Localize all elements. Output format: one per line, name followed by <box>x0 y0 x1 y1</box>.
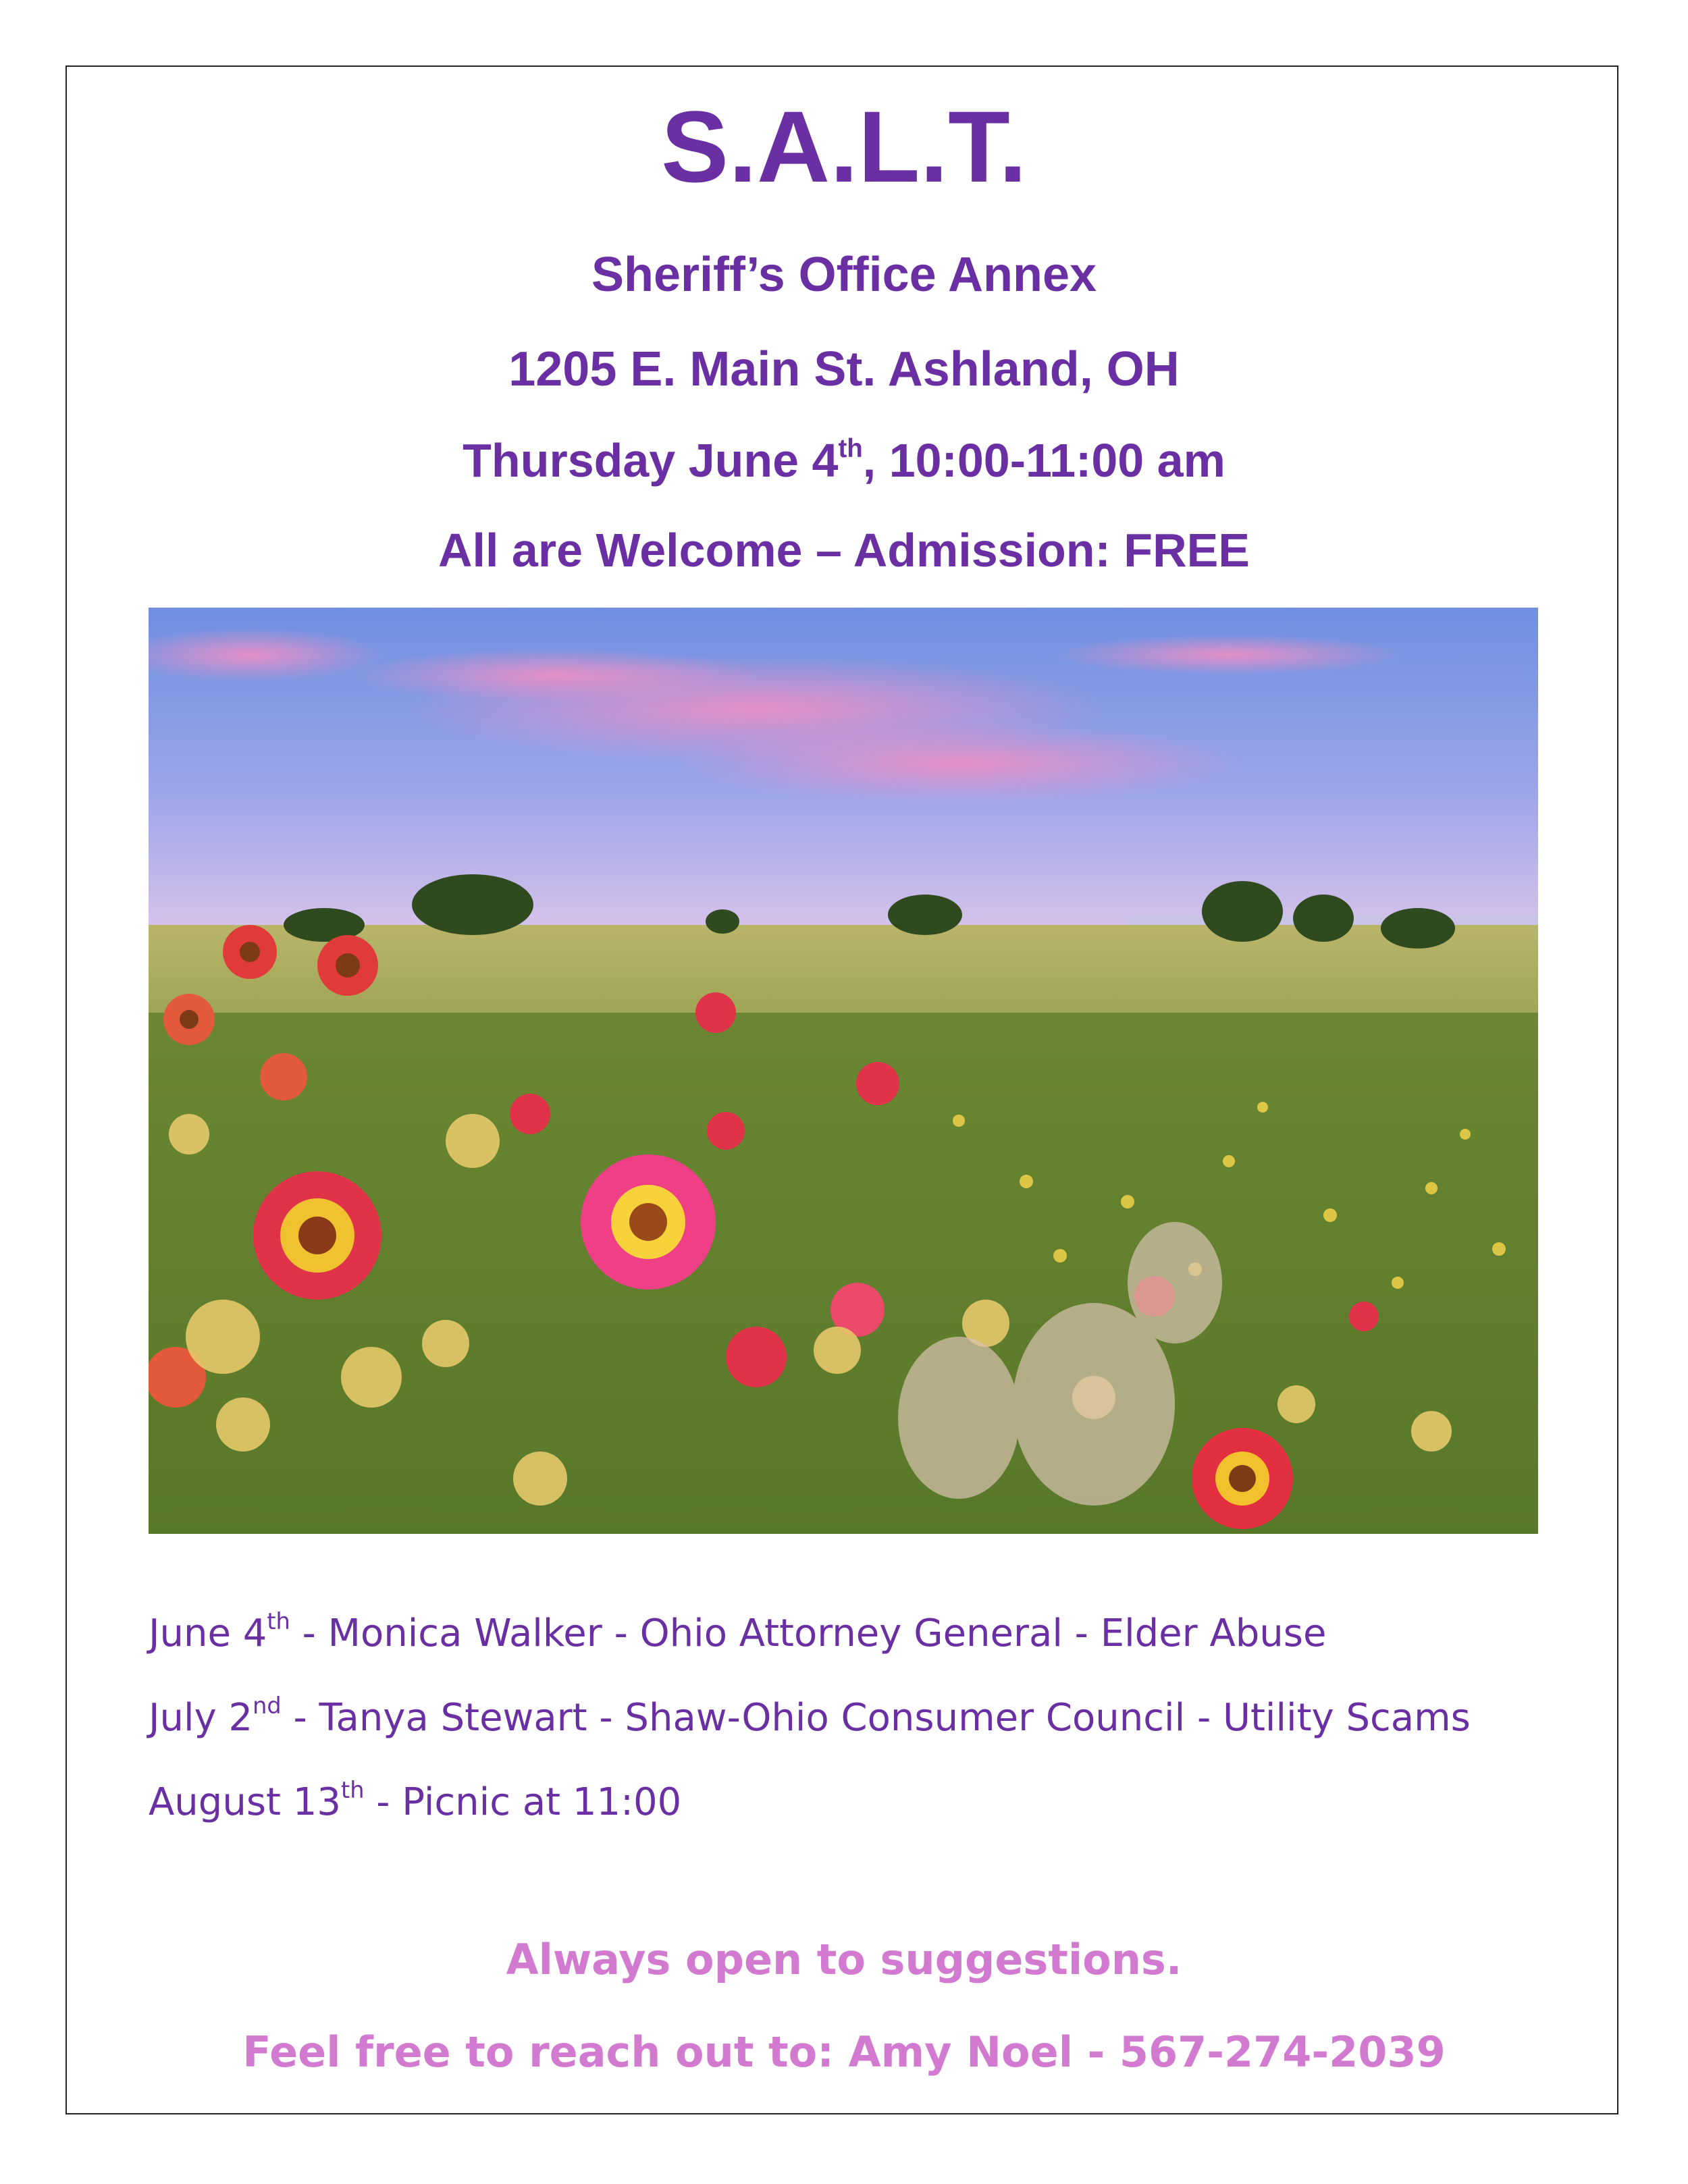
suggestions-note: Always open to suggestions. <box>506 1935 1182 1984</box>
contact-note: Feel free to reach out to: Amy Noel - 567-274-2039 <box>242 2027 1446 2077</box>
date-prefix: Thursday June 4 <box>463 434 839 487</box>
schedule-item: June 4th - Monica Walker - Ohio Attorney General - Elder Abuse <box>149 1607 1327 1655</box>
location-heading: Sheriff’s Office Annex <box>591 248 1097 302</box>
page-title: S.A.L.T. <box>661 90 1027 203</box>
wildflower-field-photo <box>149 608 1538 1534</box>
date-heading <box>0 430 1688 491</box>
welcome-heading: All are Welcome – Admission: FREE <box>438 524 1250 577</box>
address-heading: 1205 E. Main St. Ashland, OH <box>508 342 1180 396</box>
schedule-item: July 2nd - Tanya Stewart - Shaw-Ohio Consumer Council - Utility Scams <box>149 1692 1471 1740</box>
schedule-item: August 13th - Picnic at 11:00 <box>149 1776 682 1824</box>
date-time: , 10:00-11:00 am <box>862 434 1225 487</box>
date-ordinal: th <box>838 434 863 464</box>
